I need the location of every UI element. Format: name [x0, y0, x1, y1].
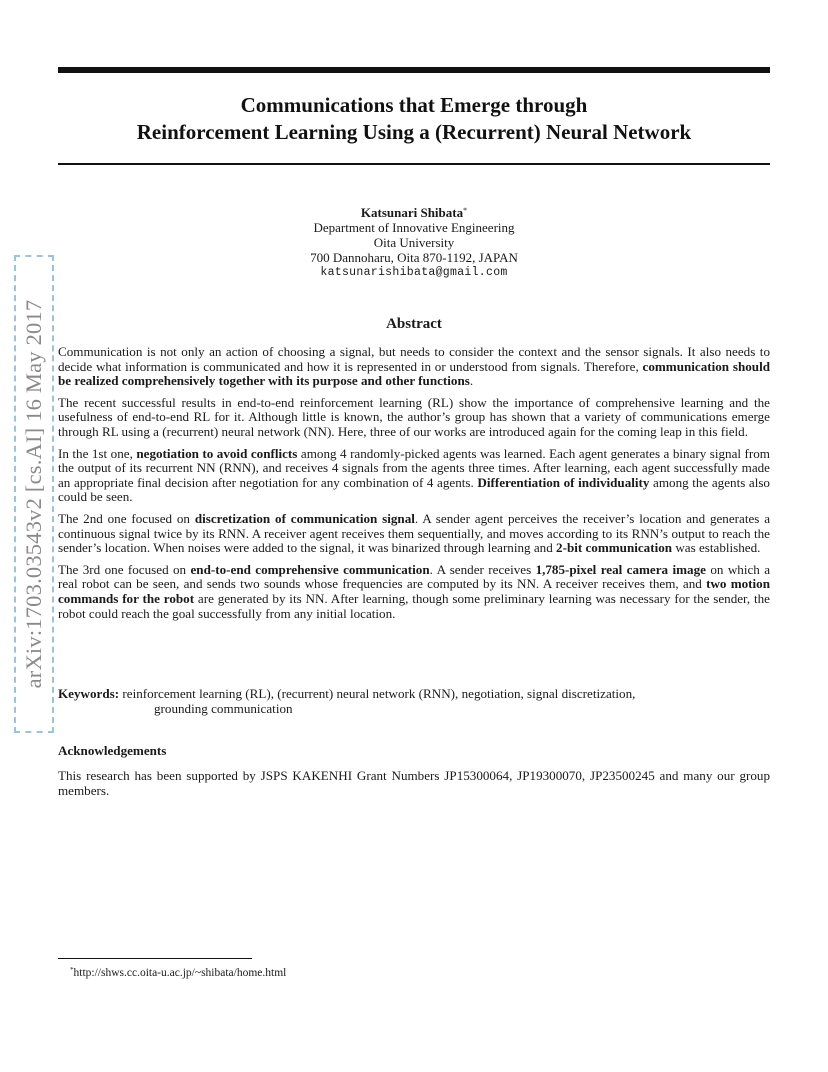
acknowledgements-heading: Acknowledgements [58, 743, 167, 758]
abstract-heading: Abstract [386, 316, 442, 332]
footnote [70, 963, 286, 980]
author-name: Katsunari Shibata [360, 205, 464, 220]
title-line-1: Communications that Emerge through [240, 93, 588, 117]
author-block [58, 203, 770, 280]
acknowledgements-text: This research has been supported by JSPS KAKENHI Grant Numbers JP15300064, JP19300070, JP23500245 and many our group members. [58, 768, 770, 798]
abstract-paragraph-3: In the 1st one, negotiation to avoid conflicts among 4 randomly-picked agents was learned. Each agent generates a binary signal from the output of its recurrent NN (RNN), and receives 4 signals from the agents three times. After learning, each agent successfully made an appropriate final decision after negotiation for any combination of 4 agents. Differentiation of individuality among the agents also could be seen. [58, 445, 770, 505]
abstract-body [58, 345, 770, 628]
abstract-paragraph-4: The 2nd one focused on discretization of communication signal. A sender agent perceives the receiver’s location and generates a continuous signal twice by its RNN. A receiver agent receives them sequentially, and moves according to its RNN’s output to reach the sender’s location. When noises were added to the signal, it was binarized through learning and 2-bit communication was established. [58, 510, 771, 556]
title-line-2: Reinforcement Learning Using a (Recurrent) Neural Network [136, 120, 692, 144]
footnote-rule [58, 958, 252, 959]
keywords-label: Keywords: [58, 686, 120, 701]
abstract-paragraph-2: The recent successful results in end-to-end reinforcement learning (RL) show the importance of comprehensive learning and the usefulness of end-to-end RL for it. Although little is known, the author’s group has shown that a variety of communications emerge through RL using a (recurrent) neural network (NN). Here, three of our works are introduced again for the coming leap in this field. [58, 394, 770, 439]
author-university: Oita University [373, 235, 455, 250]
author-department: Department of Innovative Engineering [313, 220, 515, 235]
footnote-mark: * [70, 966, 74, 974]
keywords-line-1: reinforcement learning (RL), (recurrent) neural network (RNN), negotiation, signal discretization, [122, 686, 636, 701]
author-email[interactable]: katsunarishibata@gmail.com [320, 266, 508, 279]
keywords-line-2: grounding communication [154, 701, 293, 716]
author-address: 700 Dannoharu, Oita 870-1192, JAPAN [310, 250, 518, 265]
abstract-paragraph-1: Communication is not only an action of choosing a signal, but needs to consider the context and the sensor signals. It also needs to decide what information is communicated and how it is represented in or understood from signals. Therefore, communication should be realized comprehensively together with its purpose and other functions. [58, 344, 770, 389]
title-rule [58, 163, 770, 165]
author-footnote-mark: * [463, 206, 468, 215]
abstract-paragraph-5: The 3rd one focused on end-to-end comprehensive communication. A sender receives 1,785-pixel real camera image on which a real robot can be seen, and sends two sounds whose frequencies are computed by its NN. A receiver receives them, and two motion commands for the robot are generated by its NN. After learning, though some preliminary learning was necessary for the sender, the robot could reach the goal successfully from any initial location. [58, 561, 771, 621]
keywords [58, 686, 770, 716]
top-rule [58, 67, 770, 73]
arxiv-stamp[interactable]: arXiv:1703.03543v2 [cs.AI] 16 May 2017 [21, 299, 46, 689]
paper-title [58, 92, 770, 146]
footnote-url[interactable]: http://shws.cc.oita-u.ac.jp/~shibata/home.html [73, 967, 287, 979]
